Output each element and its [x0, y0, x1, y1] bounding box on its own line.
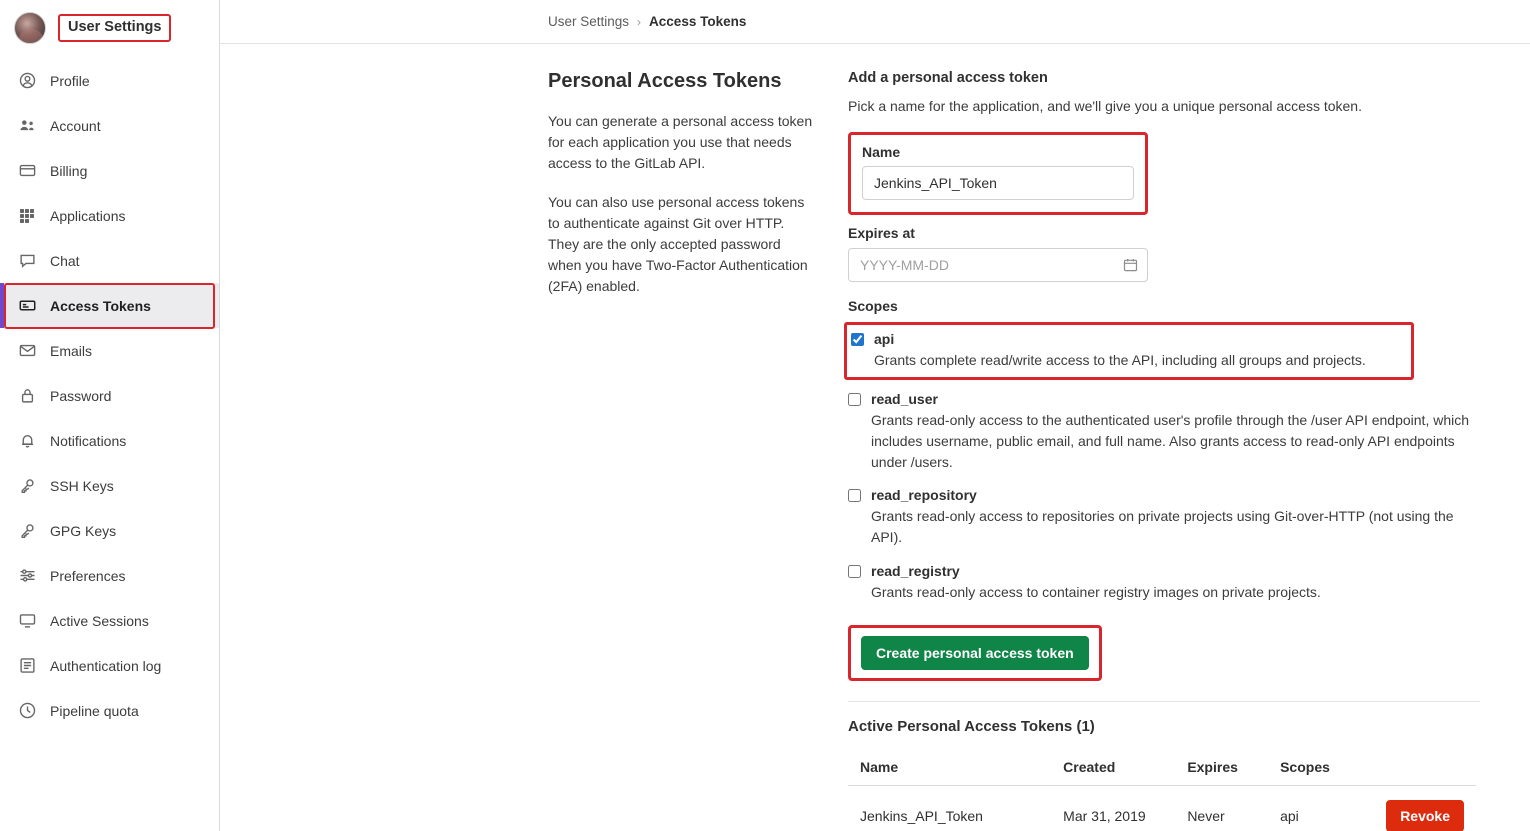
- api-scope-highlight: [844, 322, 1414, 380]
- sidebar-item-password[interactable]: [0, 373, 219, 418]
- content-columns: [220, 44, 1530, 831]
- scope-name: read_registry: [871, 562, 960, 579]
- cell-token-expires: Never: [1187, 807, 1225, 824]
- sidebar-item-label: Chat: [50, 252, 80, 269]
- sidebar-item-label: Active Sessions: [50, 612, 149, 629]
- scope-description: Grants read-only access to repositories on private projects using Git-over-HTTP (not using the API).: [871, 508, 1454, 546]
- column-header-expires: Expires: [1175, 749, 1268, 786]
- clock-icon: [18, 702, 36, 720]
- active-tokens-table: [848, 749, 1476, 831]
- account-icon: [18, 117, 36, 135]
- table-row: [848, 785, 1476, 831]
- sidebar: [0, 0, 220, 831]
- sidebar-item-billing[interactable]: [0, 148, 219, 193]
- sliders-icon: [18, 567, 36, 585]
- sidebar-item-label: Pipeline quota: [50, 702, 139, 719]
- sidebar-item-ssh-keys[interactable]: [0, 463, 219, 508]
- scope-description: Grants read-only access to the authenticated user's profile through the /user API endpoint, which includes username, public email, and full name. Also grants access to read-only API endpoints under /users.: [871, 412, 1470, 470]
- sidebar-item-chat[interactable]: [0, 238, 219, 283]
- sidebar-item-profile[interactable]: [0, 58, 219, 103]
- sidebar-title: User Settings: [58, 14, 171, 42]
- credit-card-icon: [18, 162, 36, 180]
- table-header-row: [848, 749, 1476, 786]
- lock-icon: [18, 387, 36, 405]
- scope-row-read-user: [848, 390, 1480, 472]
- intro-paragraph-2: You can also use personal access tokens to authenticate against Git over HTTP. They are the only accepted password when you have Two-Factor Authentication (2FA) enabled.: [548, 194, 808, 294]
- create-personal-access-token-button[interactable]: Create personal access token: [861, 636, 1089, 670]
- scope-name: read_user: [871, 390, 938, 407]
- sidebar-item-pipeline-quota[interactable]: [0, 688, 219, 733]
- sidebar-item-label: Billing: [50, 162, 88, 179]
- key-icon: [18, 477, 36, 495]
- sidebar-item-label: Preferences: [50, 567, 126, 584]
- form-lede: Pick a name for the application, and we'll give you a unique personal access token.: [848, 98, 1362, 114]
- sidebar-item-notifications[interactable]: [0, 418, 219, 463]
- column-header-created: Created: [1051, 749, 1175, 786]
- create-token-highlight: [848, 625, 1102, 681]
- column-header-name: Name: [848, 749, 1051, 786]
- scope-checkbox-read-repository[interactable]: [848, 489, 861, 502]
- scope-checkbox-read-user[interactable]: [848, 393, 861, 406]
- cell-token-name: Jenkins_API_Token: [860, 807, 983, 824]
- sidebar-nav: [0, 56, 219, 733]
- chevron-right-icon: ›: [637, 14, 642, 29]
- sidebar-item-account[interactable]: [0, 103, 219, 148]
- sidebar-item-access-tokens[interactable]: [0, 283, 219, 328]
- intro-paragraph-1: You can generate a personal access token for each application you use that needs access to the GitLab API.: [548, 113, 813, 171]
- avatar[interactable]: [14, 12, 46, 44]
- page-title: Personal Access Tokens: [548, 70, 782, 92]
- sidebar-item-preferences[interactable]: [0, 553, 219, 598]
- sidebar-item-applications[interactable]: [0, 193, 219, 238]
- sidebar-item-label: Emails: [50, 342, 93, 359]
- breadcrumb-root[interactable]: User Settings: [548, 14, 630, 29]
- envelope-icon: [18, 342, 36, 360]
- scopes-label: Scopes: [848, 298, 898, 314]
- key-icon: [18, 522, 36, 540]
- sidebar-item-label: Profile: [50, 72, 90, 89]
- sidebar-item-label: Notifications: [50, 432, 127, 449]
- token-form-column: [848, 70, 1480, 831]
- active-tokens-heading: Active Personal Access Tokens (1): [848, 717, 1095, 735]
- cell-token-scopes: api: [1280, 807, 1299, 824]
- cell-token-action: [1374, 785, 1476, 831]
- form-heading: Add a personal access token: [848, 70, 1048, 86]
- expires-input[interactable]: [848, 248, 1148, 282]
- scope-row-api: [851, 330, 1403, 371]
- scope-description: Grants complete read/write access to the API, including all groups and projects.: [874, 352, 1366, 369]
- sidebar-item-label: Authentication log: [50, 657, 162, 674]
- sidebar-item-gpg-keys[interactable]: [0, 508, 219, 553]
- scope-row-read-registry: [848, 562, 1480, 603]
- grid-apps-icon: [18, 207, 36, 225]
- column-header-actions: [1374, 749, 1476, 786]
- name-field-highlight: [848, 132, 1148, 215]
- section-divider: [848, 701, 1480, 702]
- scope-description: Grants read-only access to container registry images on private projects.: [871, 584, 1321, 601]
- main-content: [220, 0, 1530, 831]
- name-label: Name: [862, 144, 901, 160]
- expires-field: [848, 225, 1480, 282]
- sidebar-item-label: Applications: [50, 207, 126, 224]
- breadcrumb-current: Access Tokens: [649, 14, 747, 29]
- scope-name: api: [874, 331, 895, 347]
- token-card-icon: [18, 297, 36, 315]
- expires-label: Expires at: [848, 225, 915, 241]
- expires-input-wrapper: [848, 248, 1148, 282]
- sidebar-item-label: Account: [50, 117, 101, 134]
- bell-icon: [18, 432, 36, 450]
- scope-checkbox-api[interactable]: [851, 333, 864, 346]
- column-header-scopes: Scopes: [1268, 749, 1374, 786]
- sidebar-item-label: Password: [50, 387, 112, 404]
- sidebar-item-label: SSH Keys: [50, 477, 114, 494]
- scope-checkbox-read-registry[interactable]: [848, 565, 861, 578]
- intro-column: [548, 70, 848, 831]
- sidebar-item-emails[interactable]: [0, 328, 219, 373]
- list-log-icon: [18, 657, 36, 675]
- user-circle-icon: [18, 72, 36, 90]
- breadcrumb: [220, 0, 1530, 44]
- sidebar-item-authentication-log[interactable]: [0, 643, 219, 688]
- sidebar-header: [0, 0, 219, 56]
- sidebar-item-label: Access Tokens: [50, 297, 151, 314]
- cell-token-created: Mar 31, 2019: [1063, 807, 1146, 824]
- chat-bubble-icon: [18, 252, 36, 270]
- revoke-button[interactable]: Revoke: [1386, 800, 1464, 831]
- sidebar-item-active-sessions[interactable]: [0, 598, 219, 643]
- sidebar-item-label: GPG Keys: [50, 522, 117, 539]
- name-input[interactable]: [862, 166, 1134, 200]
- scope-name: read_repository: [871, 487, 977, 504]
- monitor-icon: [18, 612, 36, 630]
- scope-row-read-repository: [848, 486, 1480, 548]
